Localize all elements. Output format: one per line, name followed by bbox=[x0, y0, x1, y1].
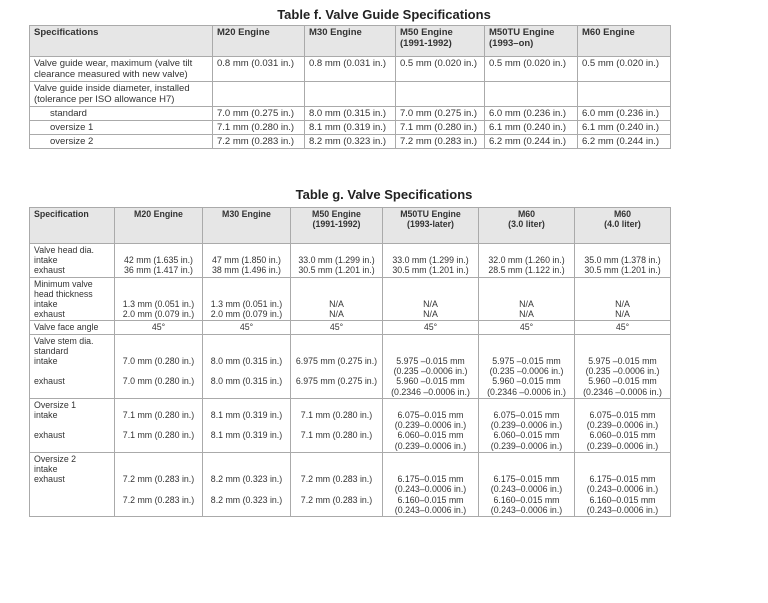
table-cell: 7.0 mm (0.280 in.) 7.0 mm (0.280 in.) bbox=[115, 334, 203, 398]
table-cell bbox=[578, 82, 671, 107]
row-label: Valve stem dia. standard intake exhaust bbox=[30, 334, 115, 398]
table-row bbox=[30, 334, 671, 398]
table-cell: 8.2 mm (0.323 in.) bbox=[305, 135, 396, 149]
table-cell: 8.0 mm (0.315 in.) 8.0 mm (0.315 in.) bbox=[203, 334, 291, 398]
table-cell: 6.1 mm (0.240 in.) bbox=[578, 121, 671, 135]
table-row bbox=[30, 57, 671, 82]
table-cell: 5.975 –0.015 mm (0.235 –0.0006 in.) 5.960 –0.015 mm (0.2346 –0.0006 in.) bbox=[575, 334, 671, 398]
column-header: M30 Engine bbox=[203, 208, 291, 244]
row-label: Minimum valve head thickness intake exhaust bbox=[30, 277, 115, 321]
table-cell: 6.975 mm (0.275 in.) 6.975 mm (0.275 in.) bbox=[291, 334, 383, 398]
table-cell: N/A N/A bbox=[291, 277, 383, 321]
table-cell: 6.175–0.015 mm (0.243–0.0006 in.) 6.160–0.015 mm (0.243–0.0006 in.) bbox=[383, 452, 479, 516]
table-cell: 7.1 mm (0.280 in.) bbox=[396, 121, 485, 135]
table-cell: 7.2 mm (0.283 in.) bbox=[396, 135, 485, 149]
valve-guide-spec-table bbox=[29, 25, 671, 149]
column-header: M20 Engine bbox=[213, 26, 305, 57]
table-cell: 5.975 –0.015 mm (0.235 –0.0006 in.) 5.960 –0.015 mm (0.2346 –0.0006 in.) bbox=[479, 334, 575, 398]
table-cell: 6.1 mm (0.240 in.) bbox=[485, 121, 578, 135]
table-row bbox=[30, 121, 671, 135]
table-cell: 7.2 mm (0.283 in.) bbox=[213, 135, 305, 149]
table-cell: 45° bbox=[479, 321, 575, 334]
table-cell: 1.3 mm (0.051 in.) 2.0 mm (0.079 in.) bbox=[115, 277, 203, 321]
table-cell: 35.0 mm (1.378 in.) 30.5 mm (1.201 in.) bbox=[575, 244, 671, 278]
table-cell: 0.5 mm (0.020 in.) bbox=[485, 57, 578, 82]
header-row bbox=[30, 208, 671, 244]
table-cell: 8.2 mm (0.323 in.) 8.2 mm (0.323 in.) bbox=[203, 452, 291, 516]
table-cell: 33.0 mm (1.299 in.) 30.5 mm (1.201 in.) bbox=[291, 244, 383, 278]
table-cell: 45° bbox=[575, 321, 671, 334]
table-cell: 0.5 mm (0.020 in.) bbox=[578, 57, 671, 82]
row-label: Valve head dia. intake exhaust bbox=[30, 244, 115, 278]
table-row bbox=[30, 321, 671, 334]
table-row bbox=[30, 244, 671, 278]
column-header: M20 Engine bbox=[115, 208, 203, 244]
table-cell: 47 mm (1.850 in.) 38 mm (1.496 in.) bbox=[203, 244, 291, 278]
header-row bbox=[30, 26, 671, 57]
table-cell: 8.1 mm (0.319 in.) bbox=[305, 121, 396, 135]
column-header: M60 (4.0 liter) bbox=[575, 208, 671, 244]
row-label: Valve guide wear, maximum (valve tilt clearance measured with new valve) bbox=[30, 57, 213, 82]
table-f-title: Table f. Valve Guide Specifications bbox=[277, 7, 491, 22]
table-cell: 45° bbox=[383, 321, 479, 334]
table-cell: 1.3 mm (0.051 in.) 2.0 mm (0.079 in.) bbox=[203, 277, 291, 321]
column-header: M60 (3.0 liter) bbox=[479, 208, 575, 244]
table-cell: 32.0 mm (1.260 in.) 28.5 mm (1.122 in.) bbox=[479, 244, 575, 278]
column-header: Specifications bbox=[30, 26, 213, 57]
row-label: Valve face angle bbox=[30, 321, 115, 334]
table-cell: 6.075–0.015 mm (0.239–0.0006 in.) 6.060–0.015 mm (0.239–0.0006 in.) bbox=[575, 398, 671, 452]
table-cell: 6.175–0.015 mm (0.243–0.0006 in.) 6.160–0.015 mm (0.243–0.0006 in.) bbox=[575, 452, 671, 516]
column-header: M60 Engine bbox=[578, 26, 671, 57]
valve-spec-table bbox=[29, 207, 671, 517]
table-row bbox=[30, 452, 671, 516]
column-header: M50 Engine (1991-1992) bbox=[291, 208, 383, 244]
table-cell: N/A N/A bbox=[383, 277, 479, 321]
table-cell: 8.1 mm (0.319 in.) 8.1 mm (0.319 in.) bbox=[203, 398, 291, 452]
table-g-title: Table g. Valve Specifications bbox=[295, 187, 473, 202]
table-cell: 45° bbox=[291, 321, 383, 334]
row-label: Oversize 2 intake exhaust bbox=[30, 452, 115, 516]
table-cell: 7.2 mm (0.283 in.) 7.2 mm (0.283 in.) bbox=[115, 452, 203, 516]
table-cell: 7.1 mm (0.280 in.) 7.1 mm (0.280 in.) bbox=[291, 398, 383, 452]
table-cell bbox=[485, 82, 578, 107]
table-row bbox=[30, 277, 671, 321]
column-header: M50TU Engine (1993-later) bbox=[383, 208, 479, 244]
table-row bbox=[30, 398, 671, 452]
table-cell: 0.5 mm (0.020 in.) bbox=[396, 57, 485, 82]
table-cell: 8.0 mm (0.315 in.) bbox=[305, 107, 396, 121]
column-header: M50 Engine (1991-1992) bbox=[396, 26, 485, 57]
table-cell bbox=[305, 82, 396, 107]
table-cell: 45° bbox=[203, 321, 291, 334]
table-cell: 6.0 mm (0.236 in.) bbox=[578, 107, 671, 121]
row-label: oversize 2 bbox=[30, 135, 213, 149]
table-cell: 7.1 mm (0.280 in.) bbox=[213, 121, 305, 135]
table-cell: N/A N/A bbox=[479, 277, 575, 321]
table-row bbox=[30, 135, 671, 149]
row-label: oversize 1 bbox=[30, 121, 213, 135]
column-header: M30 Engine bbox=[305, 26, 396, 57]
row-label: Oversize 1 intake exhaust bbox=[30, 398, 115, 452]
table-cell: 6.0 mm (0.236 in.) bbox=[485, 107, 578, 121]
table-cell: 6.075–0.015 mm (0.239–0.0006 in.) 6.060–0.015 mm (0.239–0.0006 in.) bbox=[383, 398, 479, 452]
table-cell: 6.2 mm (0.244 in.) bbox=[485, 135, 578, 149]
table-cell: 7.0 mm (0.275 in.) bbox=[213, 107, 305, 121]
table-cell: 7.1 mm (0.280 in.) 7.1 mm (0.280 in.) bbox=[115, 398, 203, 452]
column-header: M50TU Engine (1993–on) bbox=[485, 26, 578, 57]
column-header: Specification bbox=[30, 208, 115, 244]
table-cell bbox=[396, 82, 485, 107]
table-row bbox=[30, 82, 671, 107]
table-cell: 5.975 –0.015 mm (0.235 –0.0006 in.) 5.960 –0.015 mm (0.2346 –0.0006 in.) bbox=[383, 334, 479, 398]
table-cell: 0.8 mm (0.031 in.) bbox=[305, 57, 396, 82]
table-cell: 33.0 mm (1.299 in.) 30.5 mm (1.201 in.) bbox=[383, 244, 479, 278]
table-cell: 6.075–0.015 mm (0.239–0.0006 in.) 6.060–0.015 mm (0.239–0.0006 in.) bbox=[479, 398, 575, 452]
table-cell: 6.2 mm (0.244 in.) bbox=[578, 135, 671, 149]
table-cell: 45° bbox=[115, 321, 203, 334]
table-cell: N/A N/A bbox=[575, 277, 671, 321]
row-label: standard bbox=[30, 107, 213, 121]
table-row bbox=[30, 107, 671, 121]
table-cell bbox=[213, 82, 305, 107]
row-label: Valve guide inside diameter, installed (tolerance per ISO allowance H7) bbox=[30, 82, 213, 107]
table-cell: 42 mm (1.635 in.) 36 mm (1.417 in.) bbox=[115, 244, 203, 278]
table-cell: 7.2 mm (0.283 in.) 7.2 mm (0.283 in.) bbox=[291, 452, 383, 516]
table-cell: 6.175–0.015 mm (0.243–0.0006 in.) 6.160–0.015 mm (0.243–0.0006 in.) bbox=[479, 452, 575, 516]
table-cell: 0.8 mm (0.031 in.) bbox=[213, 57, 305, 82]
table-cell: 7.0 mm (0.275 in.) bbox=[396, 107, 485, 121]
